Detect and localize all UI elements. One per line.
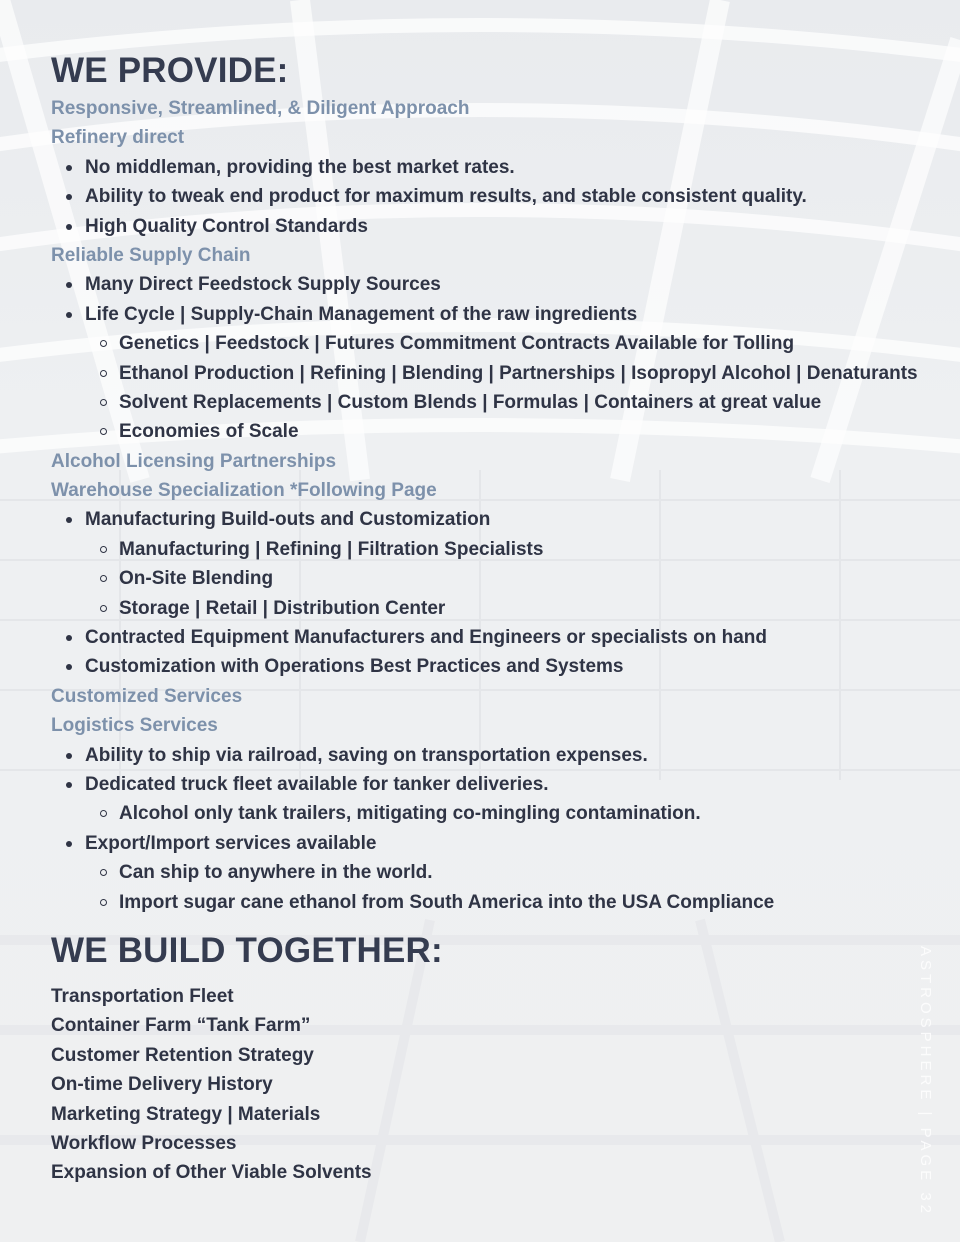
we-provide-title: WE PROVIDE:	[51, 51, 289, 90]
sub-list-item: Economies of Scale	[51, 417, 931, 446]
sub-list-item: Manufacturing | Refining | Filtration Specialists	[51, 535, 931, 564]
sub-list-item: Alcohol only tank trailers, mitigating co-mingling contamination.	[51, 799, 931, 828]
section-heading: Logistics Services	[51, 715, 218, 737]
page-content	[51, 48, 931, 1188]
section-heading: Refinery direct	[51, 127, 185, 149]
section-refinery-direct	[51, 123, 931, 241]
section-customized-services	[51, 682, 931, 711]
sub-list-item: Ethanol Production | Refining | Blending | Partnerships | Isopropyl Alcohol | Denaturants	[51, 359, 931, 388]
section-warehouse-specialization	[51, 476, 931, 682]
list-item: Container Farm “Tank Farm”	[51, 1015, 311, 1037]
build-together-list	[51, 982, 931, 1188]
list-item: On-time Delivery History	[51, 1074, 273, 1096]
sub-list-item: Import sugar cane ethanol from South America into the USA Compliance	[51, 888, 931, 917]
list-item: Many Direct Feedstock Supply Sources	[51, 270, 931, 299]
list-item: Customer Retention Strategy	[51, 1044, 314, 1066]
list-item: Dedicated truck fleet available for tanker deliveries.	[51, 770, 931, 799]
list-item: No middleman, providing the best market rates.	[51, 153, 931, 182]
sub-list-item: On-Site Blending	[51, 564, 931, 593]
approach-subtitle: Responsive, Streamlined, & Diligent Approach	[51, 98, 470, 119]
section-heading: Alcohol Licensing Partnerships	[51, 450, 337, 472]
list-item: Manufacturing Build-outs and Customization	[51, 505, 931, 534]
list-item: Transportation Fleet	[51, 985, 234, 1007]
sub-list-item: Solvent Replacements | Custom Blends | Formulas | Containers at great value	[51, 388, 931, 417]
list-item: Ability to tweak end product for maximum results, and stable consistent quality.	[51, 182, 931, 211]
sub-list-item: Can ship to anywhere in the world.	[51, 858, 931, 887]
list-item: Life Cycle | Supply-Chain Management of the raw ingredients	[51, 300, 931, 329]
section-alcohol-licensing	[51, 447, 931, 476]
section-reliable-supply-chain	[51, 241, 931, 447]
sub-list-item: Storage | Retail | Distribution Center	[51, 594, 931, 623]
list-item: Ability to ship via railroad, saving on transportation expenses.	[51, 741, 931, 770]
list-item: High Quality Control Standards	[51, 212, 931, 241]
section-heading: Customized Services	[51, 685, 243, 707]
list-item: Marketing Strategy | Materials	[51, 1103, 321, 1125]
section-heading: Warehouse Specialization *Following Page	[51, 480, 437, 502]
we-build-together-title: WE BUILD TOGETHER:	[51, 930, 443, 970]
list-item: Workflow Processes	[51, 1132, 237, 1154]
page-number-label: ASTROSPHERE | PAGE 32	[917, 946, 934, 1218]
sub-list-item: Genetics | Feedstock | Futures Commitment Contracts Available for Tolling	[51, 329, 931, 358]
list-item: Export/Import services available	[51, 829, 931, 858]
list-item: Customization with Operations Best Practices and Systems	[51, 652, 931, 681]
section-logistics-services	[51, 711, 931, 917]
section-heading: Reliable Supply Chain	[51, 244, 251, 266]
list-item: Expansion of Other Viable Solvents	[51, 1162, 372, 1184]
list-item: Contracted Equipment Manufacturers and Engineers or specialists on hand	[51, 623, 931, 652]
